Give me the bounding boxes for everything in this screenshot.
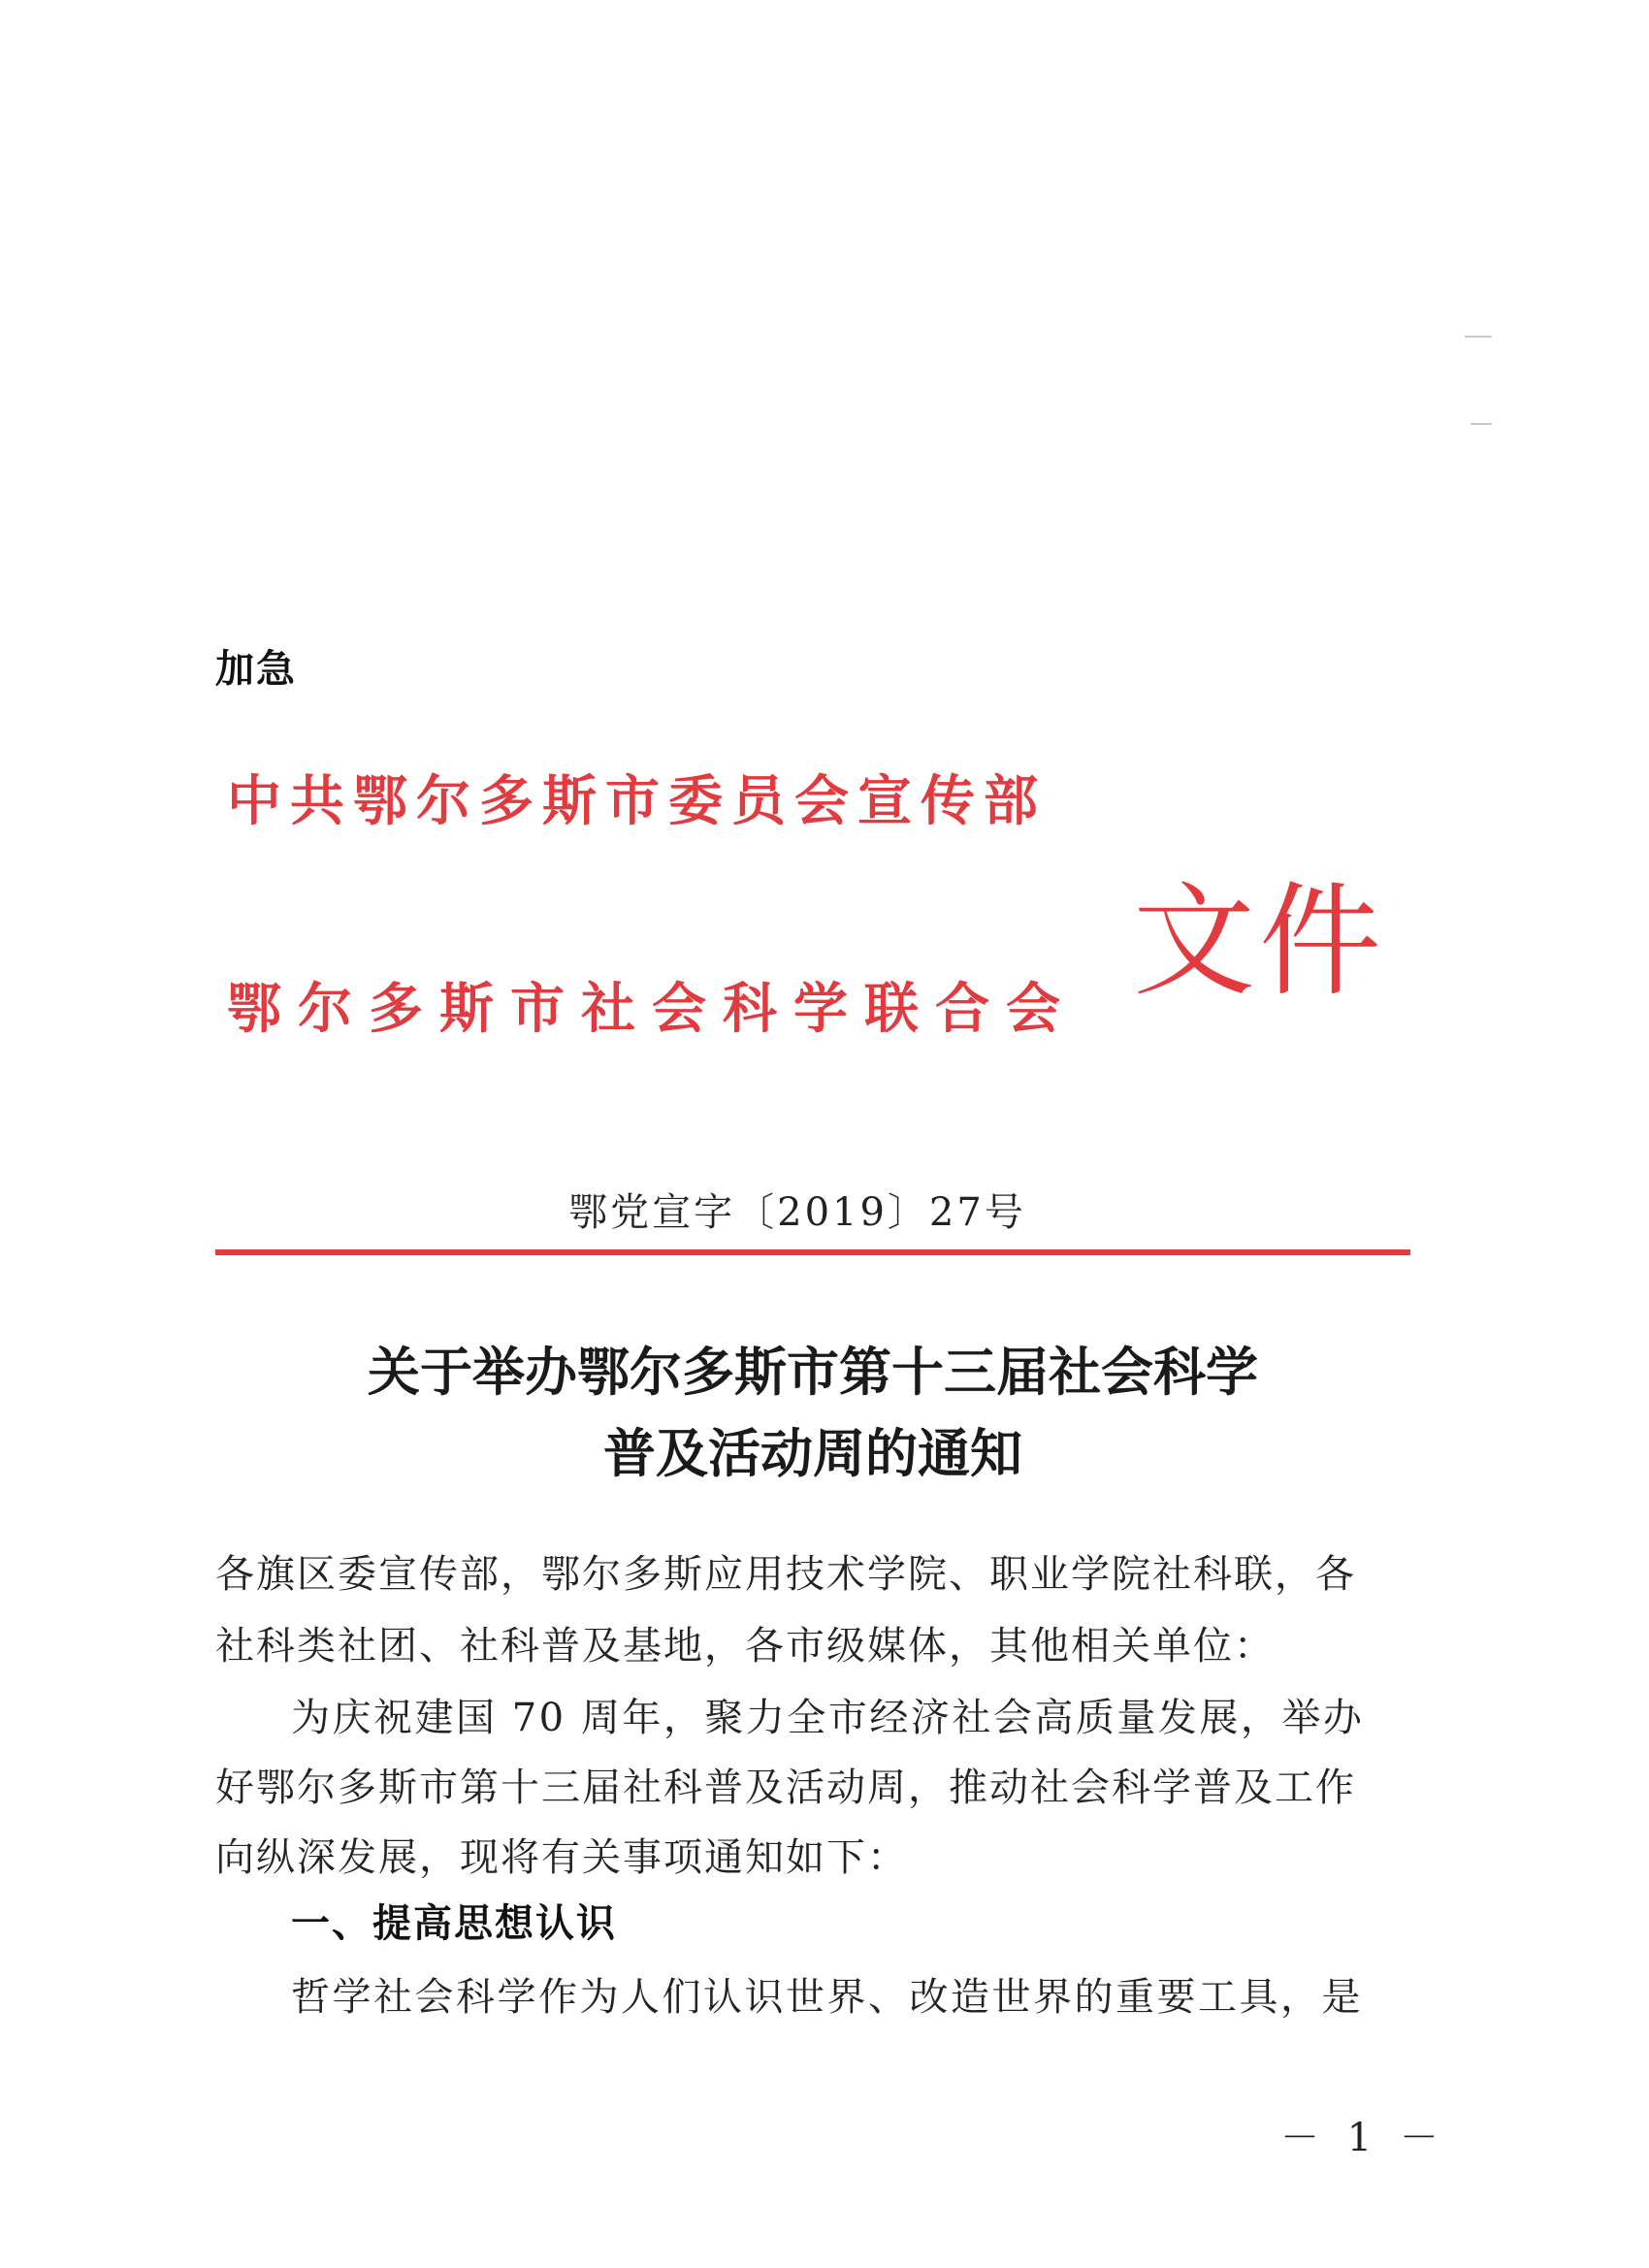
urgency-label: 加急 [215, 647, 297, 692]
intro-line-3: 向纵深发展，现将有关事项通知如下： [215, 1835, 908, 1880]
intro-line-1: 为庆祝建国 70 周年，聚力全市经济社会高质量发展，举办 [291, 1696, 1365, 1740]
red-divider [215, 1249, 1410, 1255]
issuer-line-propaganda-department: 中共鄂尔多斯市委员会宣传部 [227, 770, 1047, 833]
page-number: － 1 － [1280, 2116, 1446, 2160]
intro-line-2: 好鄂尔多斯市第十三届社科普及活动周，推动社会科学普及工作 [215, 1766, 1356, 1810]
scan-mark [1471, 423, 1492, 425]
document-type-label: 文件 [1133, 870, 1385, 1013]
document-title [215, 1331, 1410, 1494]
recipients-line-2: 社科类社团、社科普及基地，各市级媒体，其他相关单位： [215, 1624, 1275, 1669]
scan-mark [1465, 336, 1492, 338]
recipients-line-1: 各旗区委宣传部，鄂尔多斯应用技术学院、职业学院社科联，各 [215, 1552, 1356, 1597]
section-1-heading: 一、提高思想认识 [291, 1901, 617, 1946]
title-line-2: 普及活动周的通知 [603, 1422, 1022, 1484]
issuer-line-social-science-federation: 鄂尔多斯市社会科学联合会 [227, 978, 1077, 1041]
title-line-1: 关于举办鄂尔多斯市第十三届社会科学 [368, 1341, 1258, 1403]
section-1-line-1: 哲学社会科学作为人们认识世界、改造世界的重要工具，是 [291, 1975, 1363, 2020]
document-number: 鄂党宣字〔2019〕27号 [568, 1190, 1026, 1235]
